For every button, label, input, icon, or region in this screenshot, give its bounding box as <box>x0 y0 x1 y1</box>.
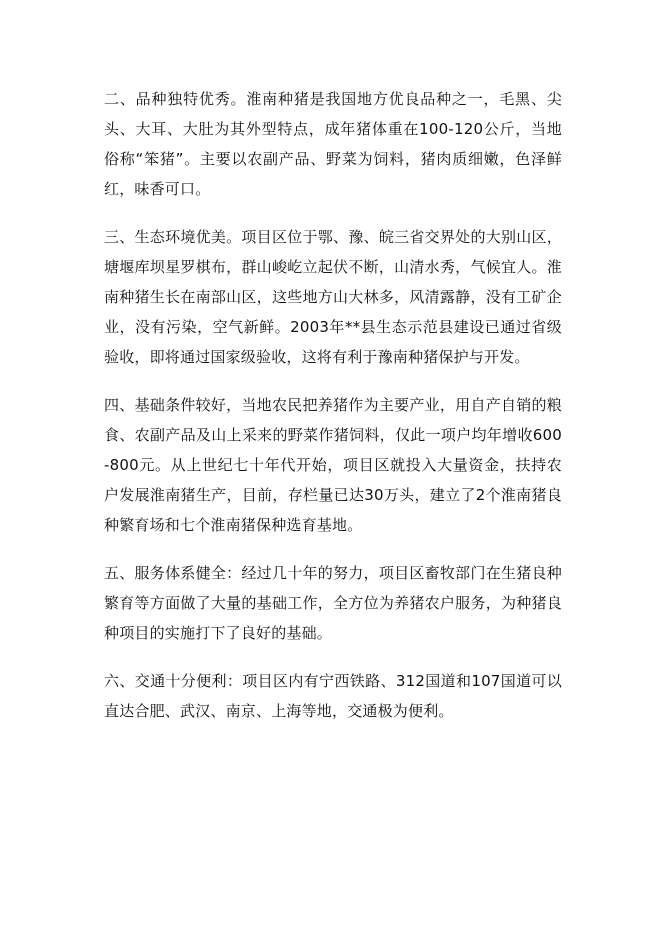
paragraph-breed: 二、品种独特优秀。淮南种猪是我国地方优良品种之一，毛黑、尖头、大耳、大肚为其外型特点，成年猪体重在100-120公斤，当地俗称“笨猪”。主要以农副产品、野菜为饲料，猪肉质细嫩，色泽鲜红，味香可口。 <box>104 90 562 198</box>
paragraph-service-system: 五、服务体系健全：经过几十年的努力，项目区畜牧部门在生猪良种繁育等方面做了大量的基础工作，全方位为养猪农户服务，为种猪良种项目的实施打下了良好的基础。 <box>104 564 562 642</box>
paragraph-environment: 三、生态环境优美。项目区位于鄂、豫、皖三省交界处的大别山区，塘堰库坝星罗棋布，群山峻屹立起伏不断，山清水秀，气候宜人。淮南种猪生长在南部山区，这些地方山大林多，风清露静，没有工矿企业，没有污染，空气新鲜。2003年**县生态示范县建设已通过省级验收，即将通过国家级验收，这将有利于豫南种猪保护与开发。 <box>104 228 562 366</box>
paragraph-infrastructure: 四、基础条件较好，当地农民把养猪作为主要产业，用自产自销的粮食、农副产品及山上采来的野菜作猪饲料，仅此一项户均年增收600-800元。从上世纪七十年代开始，项目区就投入大量资金，扶持农户发展淮南猪生产，目前，存栏量已达30万头，建立了2个淮南猪良种繁育场和七个淮南猪保种选育基地。 <box>104 396 562 534</box>
document-body <box>104 84 562 744</box>
paragraph-transportation: 六、交通十分便利：项目区内有宁西铁路、312国道和107国道可以直达合肥、武汉、南京、上海等地，交通极为便利。 <box>104 672 562 720</box>
